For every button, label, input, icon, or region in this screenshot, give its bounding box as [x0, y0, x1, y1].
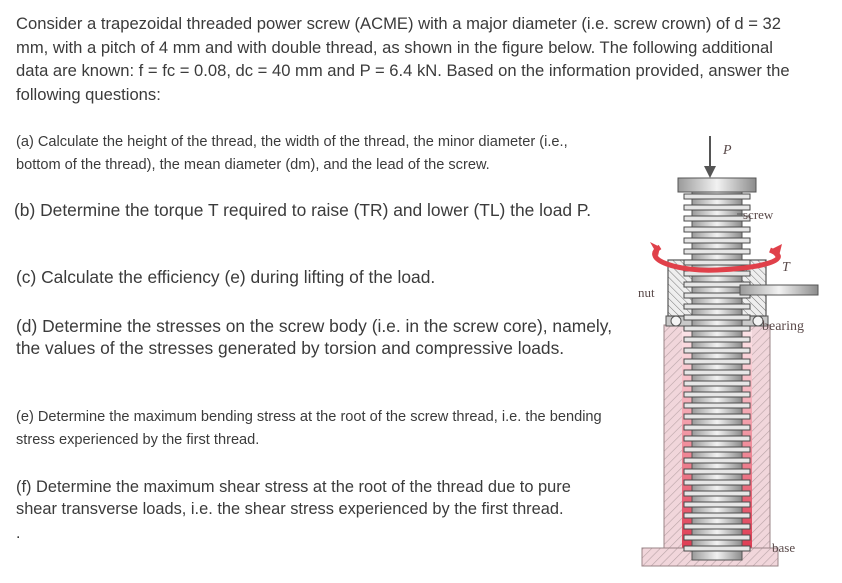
thread-tooth — [684, 337, 750, 342]
thread-tooth — [684, 304, 750, 309]
label-base: base — [772, 540, 796, 555]
thread-tooth — [684, 359, 750, 364]
thread-tooth — [684, 480, 750, 485]
thread-tooth — [684, 370, 750, 375]
thread-tooth — [684, 491, 750, 496]
thread-tooth — [684, 458, 750, 463]
label-load: P — [723, 143, 732, 158]
thread-tooth — [684, 227, 750, 232]
label-torque: T — [782, 260, 790, 275]
thread-tooth — [684, 249, 750, 254]
thread-tooth — [684, 216, 750, 221]
question-a: (a) Calculate the height of the thread, the width of the thread, the minor diameter (i.e., bottom of the thread), the mean diameter (dm), and the lead of the screw. — [16, 134, 568, 173]
thread-tooth — [684, 436, 750, 441]
thread-tooth — [684, 194, 750, 199]
problem-statement — [16, 12, 806, 106]
thread-tooth — [684, 238, 750, 243]
screw-cap — [678, 178, 756, 192]
question-d: (d) Determine the stresses on the screw body (i.e. in the screw core), namely, the values of the stresses generated by torsion and compressive loads. — [16, 316, 613, 358]
thread-tooth — [684, 315, 750, 320]
thread-tooth — [684, 469, 750, 474]
thread-tooth — [684, 326, 750, 331]
thread-tooth — [684, 381, 750, 386]
question-e: (e) Determine the maximum bending stress at the root of the screw thread, i.e. the bending stress experienced by the first thread. — [16, 409, 602, 448]
problem-intro: Consider a trapezoidal threaded power screw (ACME) with a major diameter (i.e. screw crown) of d = 32 mm, with a pitch of 4 mm and with double thread, as shown in the figure below. The following additional data are known: f = fc = 0.08, dc = 40 mm and P = 6.4 kN. Based on the information provided, answer the following questions: — [16, 14, 790, 104]
label-nut: nut — [638, 285, 655, 300]
thread-tooth — [684, 513, 750, 518]
question-f — [16, 476, 616, 520]
power-screw-diagram — [620, 130, 842, 583]
label-bearing: bearing — [762, 319, 804, 334]
thread-tooth — [684, 425, 750, 430]
power-screw-figure — [620, 130, 842, 583]
question-f-text: (f) Determine the maximum shear stress at the root of the thread due to pure shear transverse loads, i.e. the shear stress experienced by the first thread. — [16, 478, 571, 518]
thread-tooth — [684, 260, 750, 265]
torque-handle — [740, 285, 818, 295]
load-arrow — [704, 136, 716, 178]
thread-tooth — [684, 403, 750, 408]
screw-shaft — [684, 190, 750, 560]
thread-tooth — [684, 205, 750, 210]
thread-tooth — [684, 546, 750, 551]
thread-tooth — [684, 535, 750, 540]
trailing-mark: . — [16, 525, 21, 542]
thread-tooth — [684, 524, 750, 529]
thread-tooth — [684, 348, 750, 353]
label-screw: screw — [743, 207, 774, 222]
thread-tooth — [684, 502, 750, 507]
thread-tooth — [684, 414, 750, 419]
thread-tooth — [684, 392, 750, 397]
thread-tooth — [684, 447, 750, 452]
question-b: (b) Determine the torque T required to raise (TR) and lower (TL) the load P. — [14, 200, 592, 220]
question-c: (c) Calculate the efficiency (e) during lifting of the load. — [16, 267, 436, 287]
